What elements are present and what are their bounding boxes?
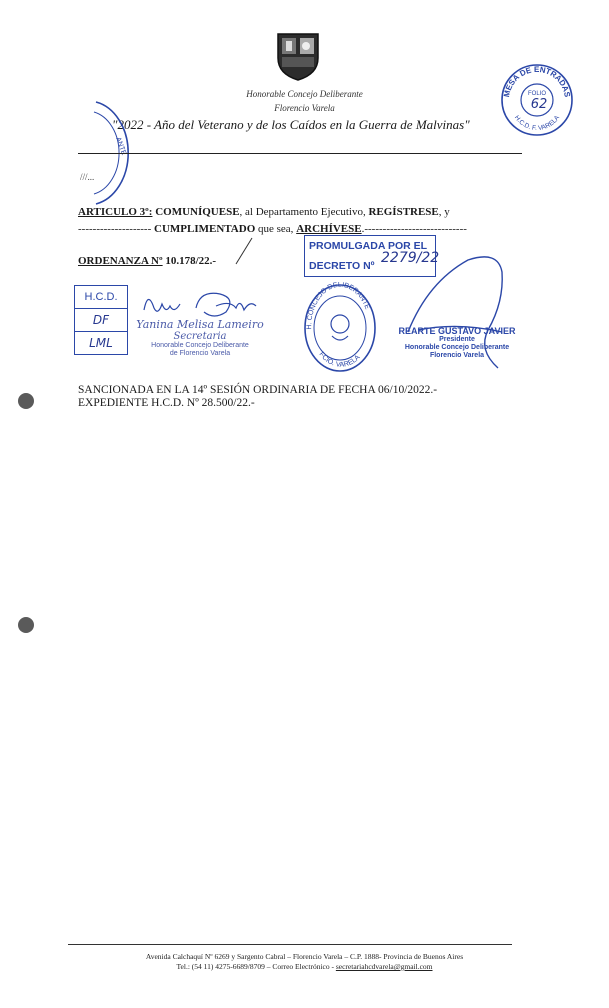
- council-seal: [302, 282, 378, 374]
- president-name: REARTE GUSTAVO JAVIER: [398, 326, 516, 336]
- slash-mark: [232, 236, 256, 266]
- expediente-line: EXPEDIENTE H.C.D. Nº 28.500/22.-: [78, 397, 255, 409]
- secretary-signature: [140, 286, 264, 322]
- continuation-mark: ///...: [80, 172, 95, 182]
- article-label: ARTICULO 3º:: [78, 206, 153, 218]
- folio-number: 62: [530, 97, 548, 112]
- header-rule: [78, 153, 522, 154]
- institution-name: Honorable Concejo Deliberante: [246, 89, 363, 99]
- article-text-2: , y: [438, 206, 450, 218]
- archivese: ARCHÍVESE: [296, 223, 362, 235]
- article-dashes-2: .----------------------------: [361, 223, 467, 235]
- sanction-line: SANCIONADA EN LA 14º SESIÓN ORDINARIA DE FECHA 06/10/2022.-: [78, 384, 438, 396]
- left-stamp-text: ANTE: [114, 136, 128, 157]
- svg-text:H. CONCEJO DELIBERANTE: [306, 282, 371, 330]
- comuniquese: COMUNÍQUESE: [155, 206, 240, 218]
- initials-1: DF: [75, 309, 127, 332]
- footer-phone: Tel.: (54 11) 4275-6689/8709 – Correo Electrónico -: [176, 962, 336, 971]
- ordinance-number: [78, 255, 216, 267]
- footer-rule: [68, 944, 512, 945]
- registrese: REGÍSTRESE: [368, 206, 439, 218]
- article-text-3: que sea,: [255, 223, 297, 235]
- secretary-org1: Honorable Concejo Deliberante: [151, 342, 249, 349]
- ordinance-value: 10.178/22.-: [162, 255, 217, 267]
- seal-bottom-text: FCIO. VARELA: [317, 351, 362, 369]
- punch-hole-top: [18, 393, 34, 409]
- president-block: [398, 326, 516, 360]
- sanction-block: [78, 384, 538, 410]
- punch-hole-bottom: [18, 617, 34, 633]
- year-motto: "2022 - Año del Veterano y de los Caídos en la Guerra de Malvinas": [112, 117, 470, 132]
- decree-number: 2279/22: [381, 250, 440, 266]
- stamp-title: MESA DE ENTRADAS: [502, 64, 572, 98]
- secretary-block: [135, 318, 265, 358]
- footer-email-link[interactable]: secretariahcdvarela@gmail.com: [335, 962, 433, 971]
- crest-logo: [276, 32, 320, 82]
- secretary-org2: de Florencio Varela: [169, 350, 231, 357]
- footer-contact: [0, 962, 609, 971]
- seal-top-text: H. CONCEJO DELIBERANTE: [306, 282, 371, 330]
- secretary-name: Yanina Melisa Lameiro: [136, 318, 264, 331]
- hcd-initials-box: [74, 285, 128, 355]
- secretary-title: Secretaria: [173, 331, 227, 342]
- article-dashes-1: --------------------: [78, 223, 152, 235]
- president-org2: Florencio Varela: [429, 352, 485, 359]
- president-org1: Honorable Concejo Deliberante: [404, 344, 510, 351]
- mesa-entradas-stamp: [499, 62, 575, 138]
- ordinance-label: ORDENANZA Nº: [78, 255, 163, 267]
- city-name: Florencio Varela: [274, 103, 335, 113]
- article-text-1: , al Departamento Ejecutivo,: [239, 206, 369, 218]
- hcd-label: H.C.D.: [75, 286, 127, 309]
- promulgation-line1: PROMULGADA POR EL: [309, 240, 428, 252]
- article-3: [78, 204, 518, 238]
- initials-2: LML: [89, 336, 113, 350]
- promulgation-line2: DECRETO Nº: [309, 260, 375, 272]
- cumplimentado: CUMPLIMENTADO: [154, 223, 256, 235]
- stamp-bottom: H.C.D. F. VARELA: [512, 114, 562, 133]
- president-title: Presidente: [439, 336, 475, 343]
- footer-address: Avenida Calchaquí Nº 6269 y Sargento Cabral – Florencio Varela – C.P. 1888- Provincia de Buenos Aires: [145, 952, 464, 961]
- folio-label: FOLIO: [527, 91, 547, 97]
